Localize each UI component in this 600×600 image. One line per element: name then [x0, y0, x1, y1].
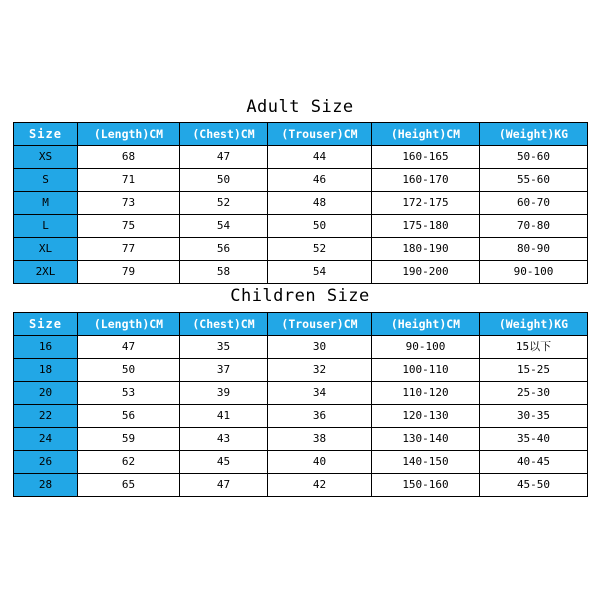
table-row [14, 261, 588, 284]
cell-height: 190-200 [372, 261, 480, 284]
header-cell-trouser: (Trouser)CM [268, 312, 372, 335]
cell-weight: 15-25 [480, 358, 588, 381]
cell-chest: 37 [180, 358, 268, 381]
cell-weight: 45-50 [480, 473, 588, 496]
header-cell-chest: (Chest)CM [180, 312, 268, 335]
cell-trouser: 30 [268, 335, 372, 358]
table-row [14, 358, 588, 381]
cell-height: 100-110 [372, 358, 480, 381]
cell-size: 20 [14, 381, 78, 404]
cell-chest: 50 [180, 169, 268, 192]
cell-length: 77 [78, 238, 180, 261]
cell-length: 50 [78, 358, 180, 381]
children-table-body [14, 335, 588, 496]
cell-length: 75 [78, 215, 180, 238]
cell-length: 79 [78, 261, 180, 284]
table-row [14, 404, 588, 427]
cell-chest: 43 [180, 427, 268, 450]
cell-size: M [14, 192, 78, 215]
cell-trouser: 36 [268, 404, 372, 427]
cell-weight: 90-100 [480, 261, 588, 284]
cell-weight: 15以下 [480, 335, 588, 358]
cell-trouser: 32 [268, 358, 372, 381]
cell-trouser: 44 [268, 146, 372, 169]
cell-trouser: 40 [268, 450, 372, 473]
table-row [14, 215, 588, 238]
cell-size: 24 [14, 427, 78, 450]
cell-height: 120-130 [372, 404, 480, 427]
header-cell-trouser: (Trouser)CM [268, 123, 372, 146]
cell-chest: 45 [180, 450, 268, 473]
cell-height: 160-165 [372, 146, 480, 169]
cell-length: 62 [78, 450, 180, 473]
cell-weight: 80-90 [480, 238, 588, 261]
cell-chest: 58 [180, 261, 268, 284]
cell-size: 16 [14, 335, 78, 358]
cell-height: 180-190 [372, 238, 480, 261]
table-row [14, 169, 588, 192]
cell-length: 73 [78, 192, 180, 215]
table-row [14, 473, 588, 496]
cell-trouser: 54 [268, 261, 372, 284]
cell-chest: 56 [180, 238, 268, 261]
header-cell-height: (Height)CM [372, 312, 480, 335]
cell-weight: 30-35 [480, 404, 588, 427]
cell-length: 59 [78, 427, 180, 450]
cell-height: 90-100 [372, 335, 480, 358]
cell-size: 28 [14, 473, 78, 496]
cell-trouser: 38 [268, 427, 372, 450]
adult-size-table [13, 122, 588, 284]
cell-size: L [14, 215, 78, 238]
table-row [14, 427, 588, 450]
cell-weight: 70-80 [480, 215, 588, 238]
cell-height: 140-150 [372, 450, 480, 473]
table-row [14, 238, 588, 261]
table-row [14, 450, 588, 473]
cell-trouser: 48 [268, 192, 372, 215]
cell-weight: 25-30 [480, 381, 588, 404]
cell-size: 2XL [14, 261, 78, 284]
children-size-title: Children Size [230, 286, 370, 307]
cell-height: 130-140 [372, 427, 480, 450]
header-cell-length: (Length)CM [78, 312, 180, 335]
size-chart-content [13, 95, 587, 497]
cell-chest: 35 [180, 335, 268, 358]
children-table-head [14, 312, 588, 335]
cell-size: XS [14, 146, 78, 169]
table-row [14, 381, 588, 404]
cell-height: 160-170 [372, 169, 480, 192]
cell-length: 47 [78, 335, 180, 358]
header-cell-size: Size [14, 123, 78, 146]
cell-weight: 40-45 [480, 450, 588, 473]
cell-height: 150-160 [372, 473, 480, 496]
cell-length: 56 [78, 404, 180, 427]
cell-size: XL [14, 238, 78, 261]
cell-weight: 50-60 [480, 146, 588, 169]
header-cell-height: (Height)CM [372, 123, 480, 146]
cell-chest: 39 [180, 381, 268, 404]
cell-length: 68 [78, 146, 180, 169]
cell-height: 110-120 [372, 381, 480, 404]
cell-size: 18 [14, 358, 78, 381]
children-size-table [13, 312, 588, 497]
table-header-row [14, 123, 588, 146]
cell-length: 71 [78, 169, 180, 192]
adult-table-body [14, 146, 588, 284]
table-row [14, 146, 588, 169]
cell-trouser: 34 [268, 381, 372, 404]
cell-chest: 47 [180, 473, 268, 496]
header-cell-length: (Length)CM [78, 123, 180, 146]
cell-length: 65 [78, 473, 180, 496]
cell-weight: 35-40 [480, 427, 588, 450]
header-cell-weight: (Weight)KG [480, 312, 588, 335]
cell-trouser: 50 [268, 215, 372, 238]
header-cell-weight: (Weight)KG [480, 123, 588, 146]
cell-trouser: 42 [268, 473, 372, 496]
cell-height: 172-175 [372, 192, 480, 215]
header-cell-chest: (Chest)CM [180, 123, 268, 146]
cell-chest: 47 [180, 146, 268, 169]
cell-weight: 60-70 [480, 192, 588, 215]
cell-trouser: 52 [268, 238, 372, 261]
table-row [14, 192, 588, 215]
adult-table-head [14, 123, 588, 146]
cell-trouser: 46 [268, 169, 372, 192]
cell-chest: 52 [180, 192, 268, 215]
cell-chest: 54 [180, 215, 268, 238]
cell-chest: 41 [180, 404, 268, 427]
cell-weight: 55-60 [480, 169, 588, 192]
cell-size: 22 [14, 404, 78, 427]
cell-size: S [14, 169, 78, 192]
header-cell-size: Size [14, 312, 78, 335]
adult-size-title: Adult Size [246, 97, 354, 117]
table-row [14, 335, 588, 358]
table-header-row [14, 312, 588, 335]
cell-size: 26 [14, 450, 78, 473]
cell-height: 175-180 [372, 215, 480, 238]
cell-length: 53 [78, 381, 180, 404]
